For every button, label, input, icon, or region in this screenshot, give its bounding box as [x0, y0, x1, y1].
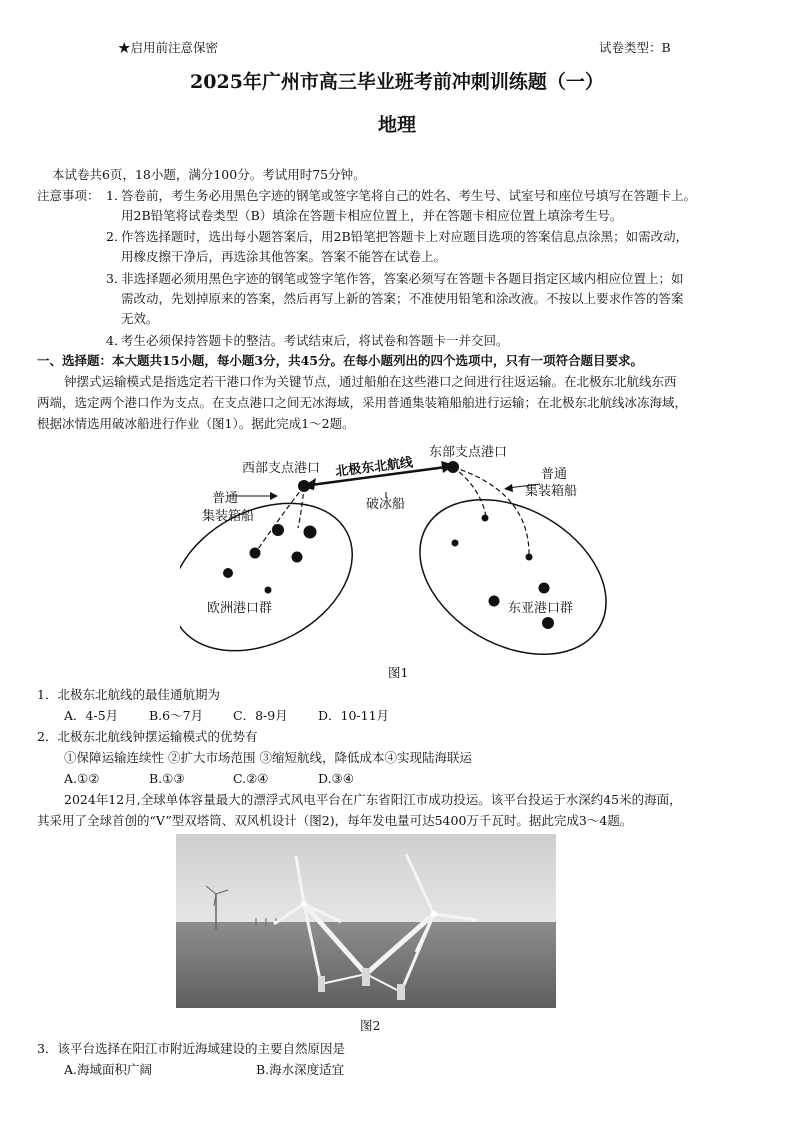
- europe-port: [265, 587, 272, 594]
- europe-port: [223, 568, 233, 578]
- route-label: 北极东北航线: [334, 455, 414, 480]
- note-2-num: 2．: [106, 229, 127, 244]
- q1-option-c: C．8-9月: [233, 708, 288, 723]
- figure-2-photo: [176, 834, 556, 1008]
- notes-label: 注意事项：: [37, 188, 100, 203]
- ship-left-label-2: 集装箱船: [202, 509, 255, 524]
- east-route-2: [453, 467, 529, 556]
- icebreaker-label: 破冰船: [366, 497, 406, 512]
- sea: [176, 922, 556, 1008]
- q2-choices: ①保障运输连续性 ②扩大市场范围 ③缩短航线，降低成本④实现陆海联运: [64, 750, 472, 765]
- q2-option-d: D.③④: [318, 771, 354, 786]
- europe-port: [250, 548, 261, 559]
- q2-option-b: B.①③: [149, 771, 185, 786]
- q1-option-a: A．4-5月: [64, 708, 119, 723]
- passage1-line-1: 钟摆式运输模式是指选定若干港口作为关键节点，通过船舶在这些港口之间进行往返运输。在北极东北航线东西: [64, 374, 677, 389]
- q1-option-b: B.6～7月: [149, 708, 204, 723]
- east-route-1: [453, 467, 486, 516]
- sky: [176, 834, 556, 924]
- passage2-line-2: 其采用了全球首创的“V”型双塔筒、双风机设计（图2)，每年发电量可达5400万千瓦时。据此完成3～4题。: [37, 813, 633, 828]
- note-1-line-2: 用2B铅笔将试卷类型（B）填涂在答题卡相应位置上，并在答题卡相应位置上填涂考生号。: [121, 208, 623, 223]
- europe-label: 欧洲港口群: [207, 601, 273, 616]
- paper-type: 试卷类型：B: [599, 40, 671, 55]
- figure-1-diagram: [180, 432, 620, 662]
- eastasia-port: [526, 554, 533, 561]
- intro-text: 本试卷共6页，18小题，满分100分。考试用时75分钟。: [52, 167, 366, 182]
- europe-port-cluster: [180, 474, 378, 662]
- note-1-line-1: 答卷前，考生务必用黑色字迹的钢笔或签字笔将自己的姓名、考生号、试室号和座位号填写在答题卡上。: [121, 188, 697, 203]
- eastasia-port: [489, 596, 500, 607]
- eastasia-port-cluster: [392, 468, 620, 662]
- note-2-line-2: 用橡皮擦干净后，再选涂其他答案。答案不能答在试卷上。: [121, 249, 447, 264]
- section-heading: 一、选择题：本大题共15小题，每小题3分，共45分。在每小题列出的四个选项中，只有一项符合题目要求。: [37, 353, 643, 368]
- note-3-num: 3．: [106, 271, 127, 286]
- q2-option-a: A.①②: [64, 771, 100, 786]
- passage2-line-1: 2024年12月,全球单体容量最大的漂浮式风电平台在广东省阳江市成功投运。该平台投运于水深约45米的海面，: [64, 792, 682, 807]
- eastasia-port: [539, 583, 550, 594]
- ship-right-label-2: 集装箱船: [525, 484, 578, 499]
- q1-stem: 1．北极东北航线的最佳通航期为: [37, 687, 220, 702]
- q3-stem: 3．该平台选择在阳江市附近海域建设的主要自然原因是: [37, 1041, 345, 1056]
- note-4-line-1: 考生必须保持答题卡的整洁。考试结束后，将试卷和答题卡一并交回。: [121, 333, 509, 348]
- note-3-line-3: 无效。: [121, 311, 159, 326]
- q1-option-d: D．10-11月: [318, 708, 390, 723]
- note-1-num: 1．: [106, 188, 127, 203]
- q2-stem: 2．北极东北航线钟摆运输模式的优势有: [37, 729, 258, 744]
- q3-option-b: B.海水深度适宜: [256, 1062, 345, 1077]
- note-3-line-2: 需改动，先划掉原来的答案，然后再写上新的答案；不准使用铅笔和涂改液。不按以上要求作答的答案: [121, 291, 684, 306]
- q3-option-a: A.海域面积广阔: [64, 1062, 153, 1077]
- eastasia-port: [482, 515, 489, 522]
- passage1-line-3: 根据冰情选用破冰船进行作业（图1）。据此完成1～2题。: [37, 416, 355, 431]
- eastasia-port: [542, 617, 554, 629]
- figure-1-caption: 图1: [388, 665, 409, 680]
- subject-title: 地理: [377, 114, 416, 136]
- eastasia-label: 东亚港口群: [508, 601, 574, 616]
- east-port-label: 东部支点港口: [429, 445, 508, 460]
- europe-port: [272, 524, 284, 536]
- europe-port: [304, 526, 317, 539]
- ship-left-label-1: 普通: [212, 491, 239, 506]
- note-3-line-1: 非选择题必须用黑色字迹的钢笔或签字笔作答，答案必须写在答题卡各题目指定区域内相应位置上；如: [121, 271, 684, 286]
- eastasia-port: [452, 540, 459, 547]
- note-4-num: 4．: [106, 333, 127, 348]
- confidential-mark: ★启用前注意保密: [118, 40, 219, 55]
- west-port-label: 西部支点港口: [242, 461, 321, 476]
- passage1-line-2: 两端，选定两个港口作为支点。在支点港口之间无冰海域，采用普通集装箱船舶进行运输；在北极东北航线冰冻海域，: [37, 395, 688, 410]
- europe-port: [292, 552, 303, 563]
- figure-2-caption: 图2: [360, 1018, 381, 1033]
- note-2-line-1: 作答选择题时，选出每小题答案后，用2B铅笔把答题卡上对应题目选项的答案信息点涂黑；如需改动，: [121, 229, 689, 244]
- page-title: 2025年广州市高三毕业班考前冲刺训练题（一）: [190, 71, 604, 93]
- ship-right-label-1: 普通: [541, 467, 568, 482]
- q2-option-c: C.②④: [233, 771, 269, 786]
